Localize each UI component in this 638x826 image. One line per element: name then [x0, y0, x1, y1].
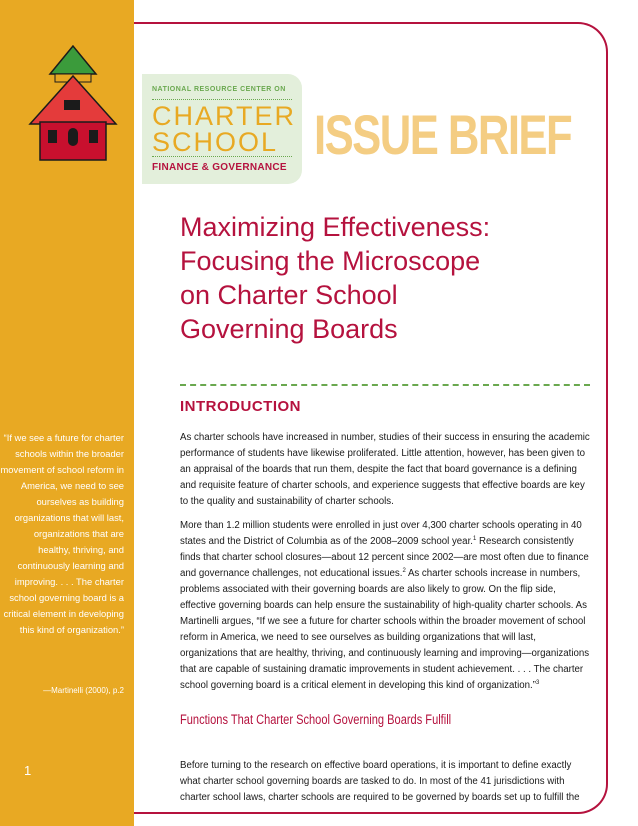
- title-line: Maximizing Effectiveness:: [180, 212, 491, 242]
- schoolhouse-logo-icon: [28, 44, 118, 162]
- page-number: 1: [24, 763, 32, 778]
- section-divider: [180, 384, 590, 386]
- title-line: Focusing the Microscope: [180, 246, 481, 276]
- issue-brief-label: ISSUE BRIEF: [314, 103, 572, 166]
- masthead-org-line: NATIONAL RESOURCE CENTER ON: [152, 86, 286, 93]
- page-title: [180, 210, 600, 346]
- quote-attribution: —Martinelli (2000), p.2: [43, 686, 124, 695]
- paragraph-text: Research consistently finds that charter school closures—about 12 percent since 2002—are most often due to finance and governance challenges, not educational issues.: [180, 536, 589, 579]
- footnote-marker: 1: [472, 535, 477, 542]
- footnote-marker: 2: [402, 567, 406, 574]
- masthead-finance-governance: FINANCE & GOVERNANCE: [152, 162, 287, 173]
- intro-paragraph-2: [180, 518, 592, 694]
- title-line: on Charter School: [180, 280, 398, 310]
- masthead-charter: CHARTER: [152, 101, 297, 131]
- title-line: Governing Boards: [180, 314, 398, 344]
- pull-quote: “If we see a future for charter schools within the broader movement of school reform in America, we need to see ourselves as building organizations that will last, organizations that are healthy, thriving, and continuously learning and improving. . . . The charter school governing board is a critical element in developing this kind of organization.”: [0, 432, 124, 635]
- masthead-divider: [152, 156, 292, 157]
- paragraph-text: As charter schools increase in numbers, problems associated with their governing boards are also likely to grow. On the flip side, effective governing boards can help ensure the sustainability of high-quality charter schools. As Martinelli argues, “If we see a future for charter schools within the broader movement of school reform in America, we need to see ourselves as building organizations that will last, organizations that are healthy, thriving, and continuously learning and improving—organizations that are capable of sustaining dramatic improvements in student achievement. . . . The charter school governing board is a critical element in developing this kind of organization.”: [180, 568, 590, 691]
- introduction-heading: INTRODUCTION: [180, 398, 301, 415]
- intro-paragraph-1: As charter schools have increased in number, studies of their success in ensuring the academic performance of students have likewise proliferated. Little attention, however, has been given to an appraisal of the boards that run them, despite the fact that board governance is a defining and requisite feature of charter schools, and experience suggests that effective boards are key to the quality and sustainability of charter schools.: [180, 432, 590, 507]
- paragraph-text: More than 1.2 million students were enrolled in just over 4,300 charter schools operating in 40 states and the District of Columbia as of the 2008–2009 school year.: [180, 520, 582, 547]
- masthead-divider: [152, 99, 292, 100]
- functions-paragraph-1: Before turning to the research on effective board operations, it is important to define exactly what charter school governing boards are tasked to do. In most of the 41 jurisdictions with charter school laws, charter schools are required to be governed by boards set up to fulfill the: [180, 760, 580, 803]
- masthead-school: SCHOOL: [152, 127, 279, 157]
- functions-heading: Functions That Charter School Governing Boards Fulfill: [180, 712, 452, 727]
- footnote-marker: 3: [535, 679, 540, 686]
